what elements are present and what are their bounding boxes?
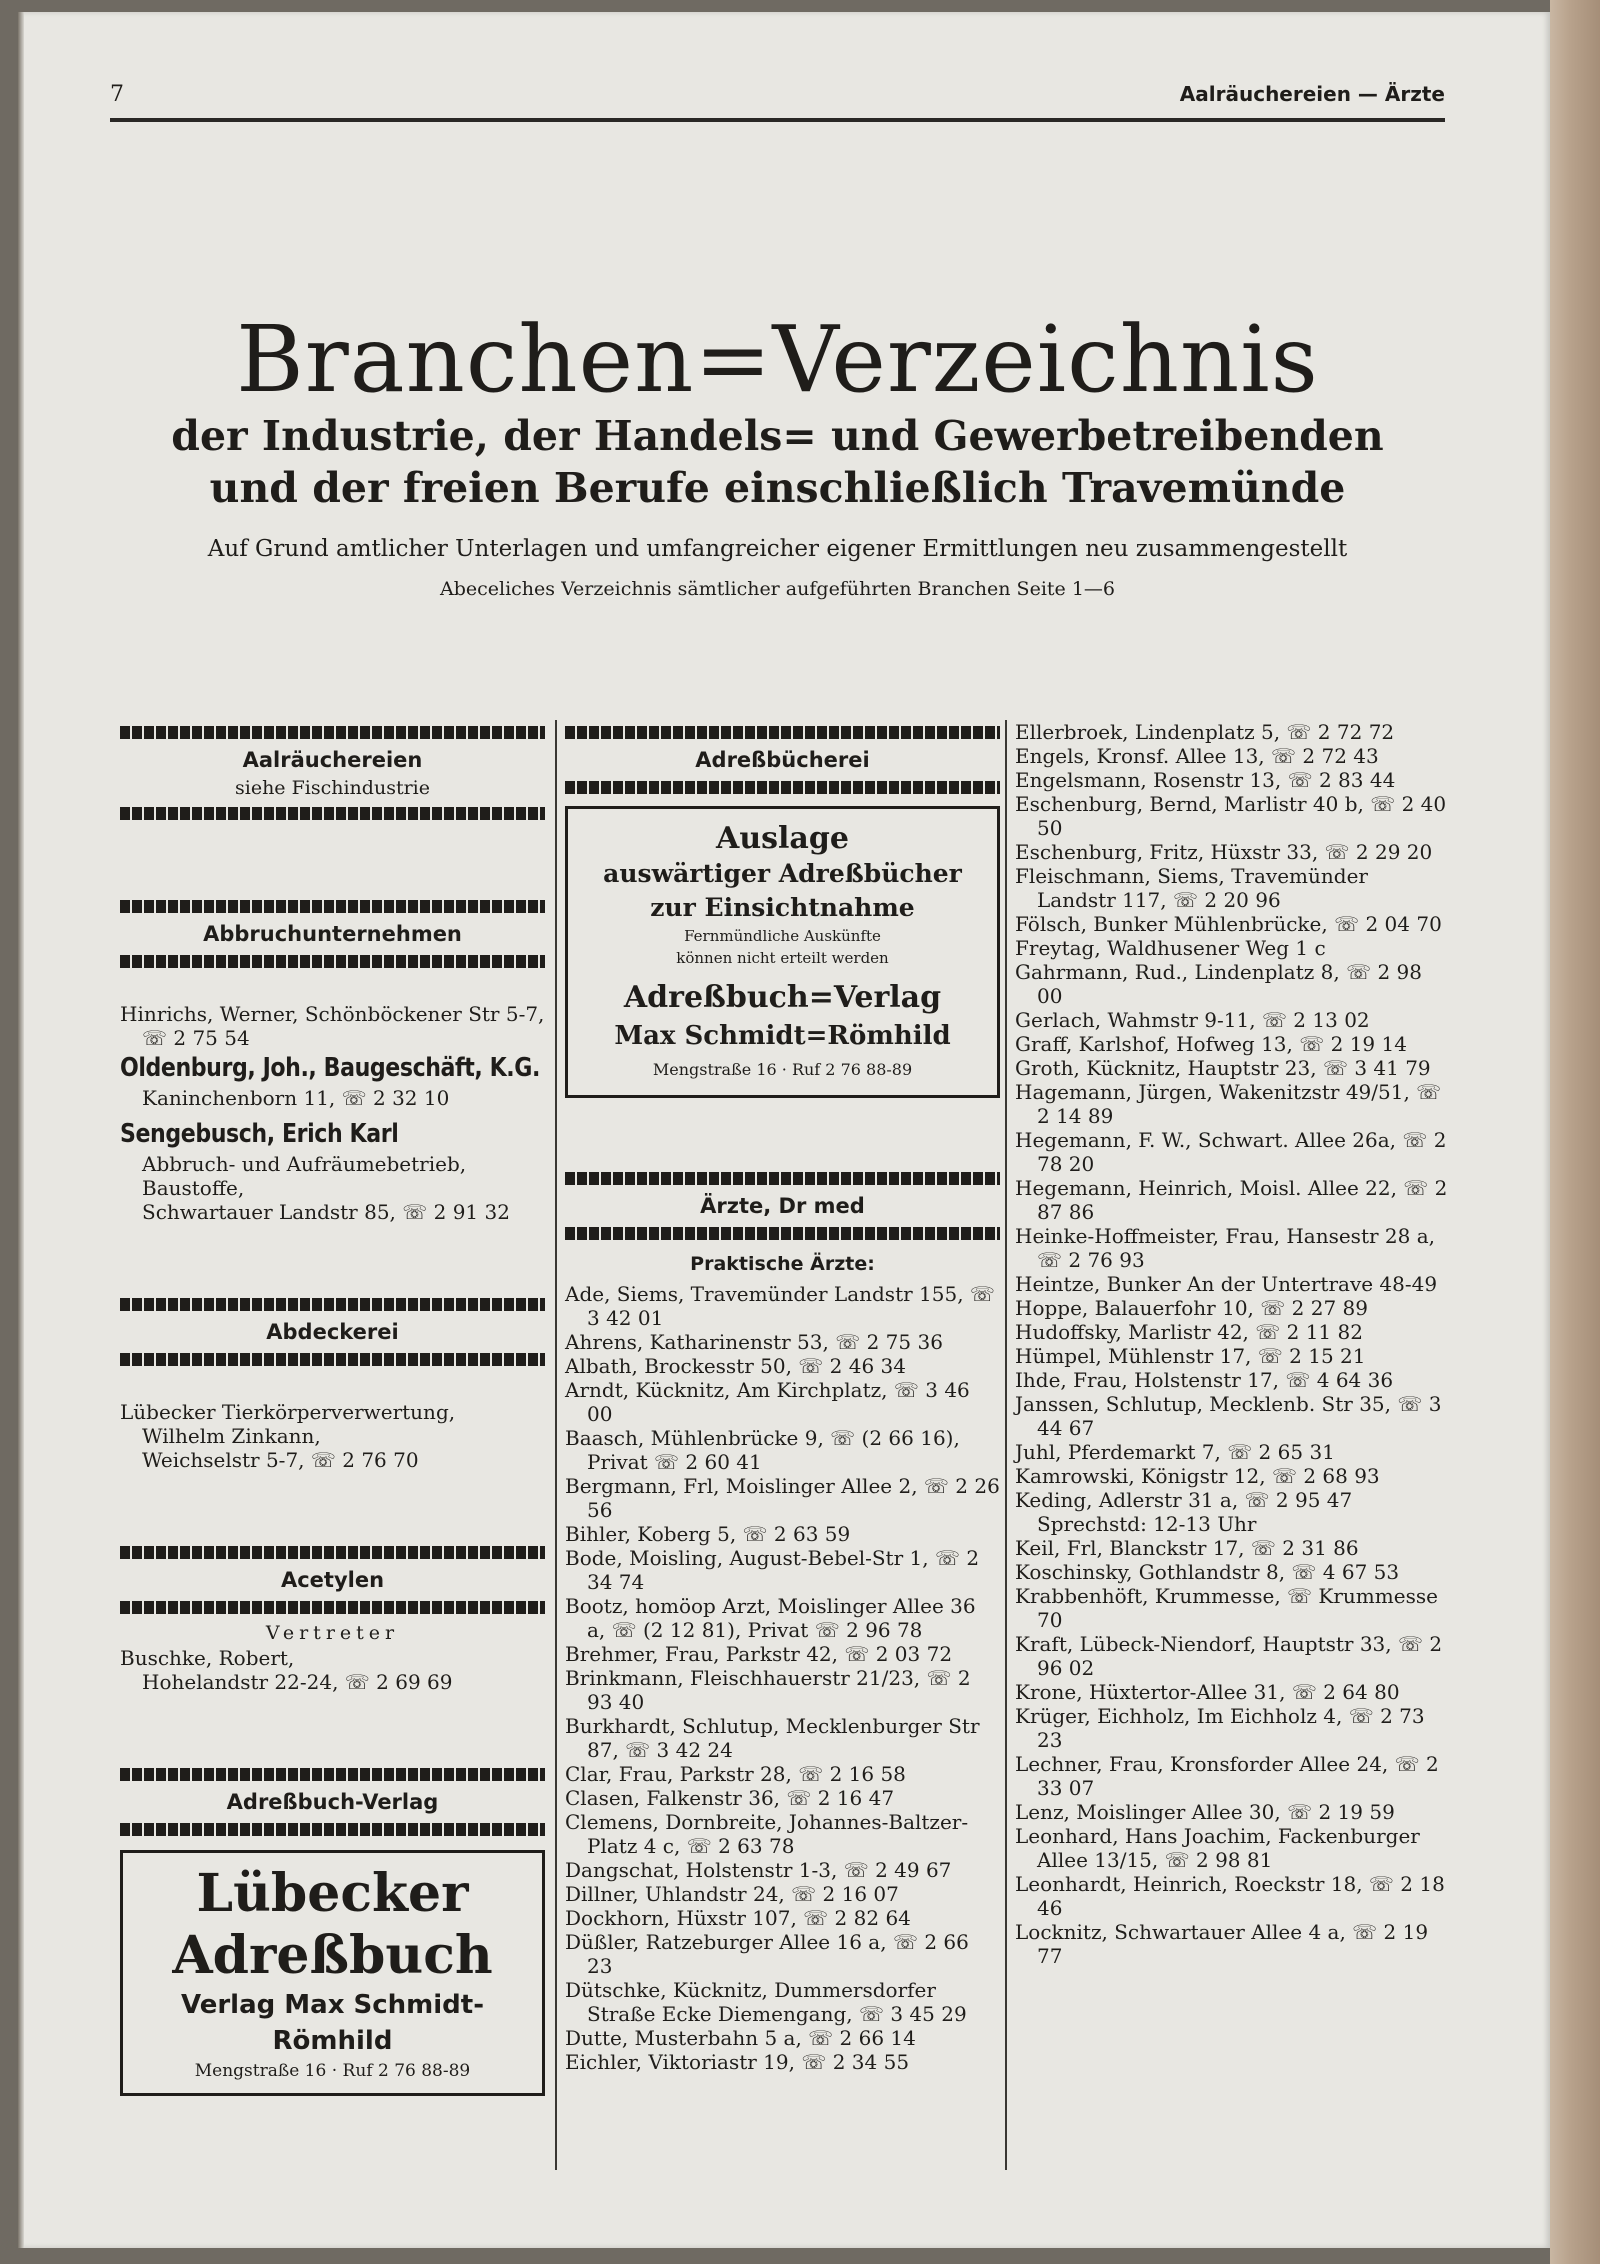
list-item: Dockhorn, Hüxstr 107, ☏ 2 82 64 bbox=[565, 1906, 911, 1930]
list-item: Gahrmann, Rud., Lindenplatz 8, ☏ 2 98 00 bbox=[1015, 960, 1422, 1008]
list-item: Engelsmann, Rosenstr 13, ☏ 2 83 44 bbox=[1015, 768, 1396, 792]
list-item: Ihde, Frau, Holstenstr 17, ☏ 4 64 36 bbox=[1015, 1368, 1394, 1392]
list-item: Dangschat, Holstenstr 1-3, ☏ 2 49 67 bbox=[565, 1858, 952, 1882]
section-title-adressbuecherei: Adreßbücherei bbox=[695, 748, 870, 772]
list-item: Graff, Karlshof, Hofweg 13, ☏ 2 19 14 bbox=[1015, 1032, 1407, 1056]
section-bar bbox=[565, 1172, 1000, 1185]
doctor-list bbox=[1015, 720, 1450, 1968]
subtitle-line-2: und der freien Berufe einschließlich Travemünde bbox=[209, 464, 1346, 512]
list-item: Heintze, Bunker An der Untertrave 48-49 bbox=[1015, 1272, 1438, 1296]
main-title: Branchen=Verzeichnis bbox=[236, 306, 1319, 413]
section-bar bbox=[120, 726, 545, 739]
index-note: Abeceliches Verzeichnis sämtlicher aufgeführten Branchen Seite 1—6 bbox=[439, 578, 1115, 600]
list-item: Dütschke, Kücknitz, Dummersdorfer Straße Ecke Diemengang, ☏ 3 45 29 bbox=[565, 1978, 967, 2026]
ad-headline: Adreßbuch bbox=[172, 1925, 493, 1986]
firm-name: Sengebusch, Erich Karl bbox=[120, 1119, 399, 1149]
section-title-verlag: Adreßbuch-Verlag bbox=[226, 1790, 439, 1814]
section-title-abdeckerei: Abdeckerei bbox=[266, 1320, 399, 1344]
list-item: Koschinsky, Gothlandstr 8, ☏ 4 67 53 bbox=[1015, 1560, 1400, 1584]
column-3 bbox=[1015, 720, 1450, 2224]
subtitle-line-1: der Industrie, der Handels= und Gewerbetreibenden bbox=[171, 412, 1384, 460]
firm-detail: Abbruch- und Aufräumebetrieb, bbox=[142, 1152, 467, 1176]
list-item: Fleischmann, Siems, Travemünder Landstr 117, ☏ 2 20 96 bbox=[1015, 864, 1368, 912]
intro-line: Auf Grund amtlicher Unterlagen und umfangreicher eigener Ermittlungen neu zusammengestellt bbox=[207, 536, 1348, 562]
ad-headline: Auslage bbox=[716, 821, 849, 856]
page-header bbox=[110, 80, 1445, 114]
ad-publisher: Adreßbuch=Verlag bbox=[623, 980, 942, 1015]
list-item: Lenz, Moislinger Allee 30, ☏ 2 19 59 bbox=[1015, 1800, 1395, 1824]
list-item: Hümpel, Mühlenstr 17, ☏ 2 15 21 bbox=[1015, 1344, 1366, 1368]
binding-gutter bbox=[18, 12, 24, 2248]
list-item: Bihler, Koberg 5, ☏ 2 63 59 bbox=[565, 1522, 851, 1546]
header-rule bbox=[110, 118, 1445, 122]
column-1 bbox=[120, 720, 545, 2224]
list-item: Hohelandstr 22-24, ☏ 2 69 69 bbox=[142, 1670, 453, 1694]
section-bar bbox=[565, 781, 1000, 794]
section-bar bbox=[120, 1823, 545, 1836]
list-item: Baasch, Mühlenbrücke 9, ☏ (2 66 16), Privat ☏ 2 60 41 bbox=[565, 1426, 960, 1474]
firm-name: Oldenburg, Joh., Baugeschäft, K.G. bbox=[120, 1053, 540, 1083]
list-item: Eichler, Viktoriastr 19, ☏ 2 34 55 bbox=[565, 2050, 910, 2074]
section-bar bbox=[120, 1546, 545, 1559]
list-item: Eschenburg, Bernd, Marlistr 40 b, ☏ 2 40 50 bbox=[1015, 792, 1447, 840]
list-item: Leonhard, Hans Joachim, Fackenburger Allee 13/15, ☏ 2 98 81 bbox=[1015, 1824, 1420, 1872]
list-item: Hoppe, Balauerfohr 10, ☏ 2 27 89 bbox=[1015, 1296, 1368, 1320]
list-item: Dillner, Uhlandstr 24, ☏ 2 16 07 bbox=[565, 1882, 899, 1906]
list-item: Burkhardt, Schlutup, Mecklenburger Str 87, ☏ 3 42 24 bbox=[565, 1714, 980, 1762]
list-item: Albath, Brockesstr 50, ☏ 2 46 34 bbox=[565, 1354, 907, 1378]
list-item: Bode, Moisling, August-Bebel-Str 1, ☏ 2 34 74 bbox=[565, 1546, 980, 1594]
list-item: Brinkmann, Fleischhauerstr 21/23, ☏ 2 93 40 bbox=[565, 1666, 971, 1714]
ad-headline: zur Einsichtnahme bbox=[650, 893, 915, 922]
list-item: Wilhelm Zinkann, bbox=[142, 1424, 321, 1448]
subsection-title: Praktische Ärzte: bbox=[690, 1253, 875, 1275]
list-item: Groth, Kücknitz, Hauptstr 23, ☏ 3 41 79 bbox=[1015, 1056, 1431, 1080]
section-bar bbox=[120, 1353, 545, 1366]
list-item: Janssen, Schlutup, Mecklenb. Str 35, ☏ 3 44 67 bbox=[1015, 1392, 1442, 1440]
section-bar bbox=[120, 900, 545, 913]
list-item: Hinrichs, Werner, Schönböckener Str 5-7, ☏ 2 75 54 bbox=[120, 1002, 545, 1050]
list-item: Clasen, Falkenstr 36, ☏ 2 16 47 bbox=[565, 1786, 895, 1810]
ad-publisher: Verlag Max Schmidt-Römhild bbox=[181, 1990, 484, 2056]
firm-detail: Baustoffe, bbox=[142, 1176, 245, 1200]
list-item: Krüger, Eichholz, Im Eichholz 4, ☏ 2 73 23 bbox=[1015, 1704, 1425, 1752]
section-bar bbox=[565, 726, 1000, 739]
list-item: Brehmer, Frau, Parkstr 42, ☏ 2 03 72 bbox=[565, 1642, 953, 1666]
column-2 bbox=[565, 720, 1000, 2224]
list-item: Ade, Siems, Travemünder Landstr 155, ☏ 3 42 01 bbox=[565, 1282, 995, 1330]
list-item: Hagemann, Jürgen, Wakenitzstr 49/51, ☏ 2 14 89 bbox=[1015, 1080, 1442, 1128]
list-item: Ellerbroek, Lindenplatz 5, ☏ 2 72 72 bbox=[1015, 720, 1395, 744]
ad-note: können nicht erteilt werden bbox=[676, 949, 889, 967]
section-bar bbox=[120, 1768, 545, 1781]
ad-headline: auswärtiger Adreßbücher bbox=[603, 859, 962, 888]
title-block bbox=[110, 306, 1445, 604]
list-item: Bootz, homöop Arzt, Moislinger Allee 36 a, ☏ (2 12 81), Privat ☏ 2 96 78 bbox=[565, 1594, 976, 1642]
list-item: Weichselstr 5-7, ☏ 2 76 70 bbox=[142, 1448, 419, 1472]
list-item: Buschke, Robert, bbox=[120, 1646, 295, 1670]
list-item: Kamrowski, Königstr 12, ☏ 2 68 93 bbox=[1015, 1464, 1380, 1488]
section-bar bbox=[565, 1227, 1000, 1240]
list-item: Lübecker Tierkörperverwertung, bbox=[120, 1400, 456, 1424]
firm-address: Kaninchenborn 11, ☏ 2 32 10 bbox=[142, 1086, 450, 1110]
doctor-list bbox=[565, 1282, 1000, 2074]
list-item: Leonhardt, Heinrich, Roeckstr 18, ☏ 2 18 46 bbox=[1015, 1872, 1445, 1920]
page-edge bbox=[1550, 0, 1600, 2264]
section-title-abbruch: Abbruchunternehmen bbox=[203, 922, 462, 946]
section-reference: siehe Fischindustrie bbox=[235, 777, 430, 799]
ad-contact: Mengstraße 16 · Ruf 2 76 88-89 bbox=[652, 1060, 913, 1079]
section-bar bbox=[120, 1601, 545, 1614]
list-item: Heinke-Hoffmeister, Frau, Hansestr 28 a, ☏ 2 76 93 bbox=[1015, 1224, 1435, 1272]
ad-contact: Mengstraße 16 · Ruf 2 76 88-89 bbox=[194, 2061, 471, 2081]
list-item: Hudoffsky, Marlistr 42, ☏ 2 11 82 bbox=[1015, 1320, 1363, 1344]
list-item: Keil, Frl, Blanckstr 17, ☏ 2 31 86 bbox=[1015, 1536, 1359, 1560]
list-item: Kraft, Lübeck-Niendorf, Hauptstr 33, ☏ 2 96 02 bbox=[1015, 1632, 1443, 1680]
list-item: Locknitz, Schwartauer Allee 4 a, ☏ 2 19 77 bbox=[1015, 1920, 1429, 1968]
list-item: Eschenburg, Fritz, Hüxstr 33, ☏ 2 29 20 bbox=[1015, 840, 1433, 864]
section-bar bbox=[120, 1298, 545, 1311]
advertisement-luebecker-adressbuch bbox=[120, 1850, 545, 2096]
list-item: Hegemann, F. W., Schwart. Allee 26a, ☏ 2 78 20 bbox=[1015, 1128, 1447, 1176]
list-item: Dutte, Musterbahn 5 a, ☏ 2 66 14 bbox=[565, 2026, 916, 2050]
list-item: Engels, Kronsf. Allee 13, ☏ 2 72 43 bbox=[1015, 744, 1379, 768]
list-item: Keding, Adlerstr 31 a, ☏ 2 95 47 Sprechstd: 12-13 Uhr bbox=[1015, 1488, 1353, 1536]
running-head: Aalräuchereien — Ärzte bbox=[1179, 82, 1445, 106]
page-number: 7 bbox=[110, 82, 124, 107]
ad-publisher: Max Schmidt=Römhild bbox=[614, 1021, 951, 1051]
section-title-aalraeuchereien: Aalräuchereien bbox=[242, 748, 423, 772]
list-item: Juhl, Pferdemarkt 7, ☏ 2 65 31 bbox=[1015, 1440, 1335, 1464]
section-subheading: Vertreter bbox=[265, 1622, 400, 1644]
list-item: Krone, Hüxtertor-Allee 31, ☏ 2 64 80 bbox=[1015, 1680, 1400, 1704]
list-item: Clemens, Dornbreite, Johannes-Baltzer-Platz 4 c, ☏ 2 63 78 bbox=[565, 1810, 969, 1858]
section-title-acetylen: Acetylen bbox=[280, 1568, 385, 1592]
list-item: Lechner, Frau, Kronsforder Allee 24, ☏ 2 33 07 bbox=[1015, 1752, 1439, 1800]
list-item: Clar, Frau, Parkstr 28, ☏ 2 16 58 bbox=[565, 1762, 906, 1786]
list-item: Bergmann, Frl, Moislinger Allee 2, ☏ 2 26 56 bbox=[565, 1474, 1000, 1522]
list-item: Ahrens, Katharinenstr 53, ☏ 2 75 36 bbox=[565, 1330, 943, 1354]
advertisement-auslage bbox=[565, 806, 1000, 1098]
list-item: Krabbenhöft, Krummesse, ☏ Krummesse 70 bbox=[1015, 1584, 1438, 1632]
section-bar bbox=[120, 807, 545, 820]
list-item: Gerlach, Wahmstr 9-11, ☏ 2 13 02 bbox=[1015, 1008, 1370, 1032]
list-item: Fölsch, Bunker Mühlenbrücke, ☏ 2 04 70 bbox=[1015, 912, 1442, 936]
list-item: Freytag, Waldhusener Weg 1 c bbox=[1015, 936, 1326, 960]
column-divider bbox=[1005, 720, 1007, 2170]
ad-note: Fernmündliche Auskünfte bbox=[684, 927, 881, 945]
ad-headline: Lübecker bbox=[196, 1863, 469, 1924]
section-title-aerzte: Ärzte, Dr med bbox=[700, 1194, 865, 1218]
list-item: Arndt, Kücknitz, Am Kirchplatz, ☏ 3 46 00 bbox=[565, 1378, 970, 1426]
list-item: Düßler, Ratzeburger Allee 16 a, ☏ 2 66 23 bbox=[565, 1930, 969, 1978]
list-item: Hegemann, Heinrich, Moisl. Allee 22, ☏ 2 87 86 bbox=[1015, 1176, 1448, 1224]
column-divider bbox=[555, 720, 557, 2170]
firm-detail: Schwartauer Landstr 85, ☏ 2 91 32 bbox=[142, 1200, 510, 1224]
section-bar bbox=[120, 955, 545, 968]
